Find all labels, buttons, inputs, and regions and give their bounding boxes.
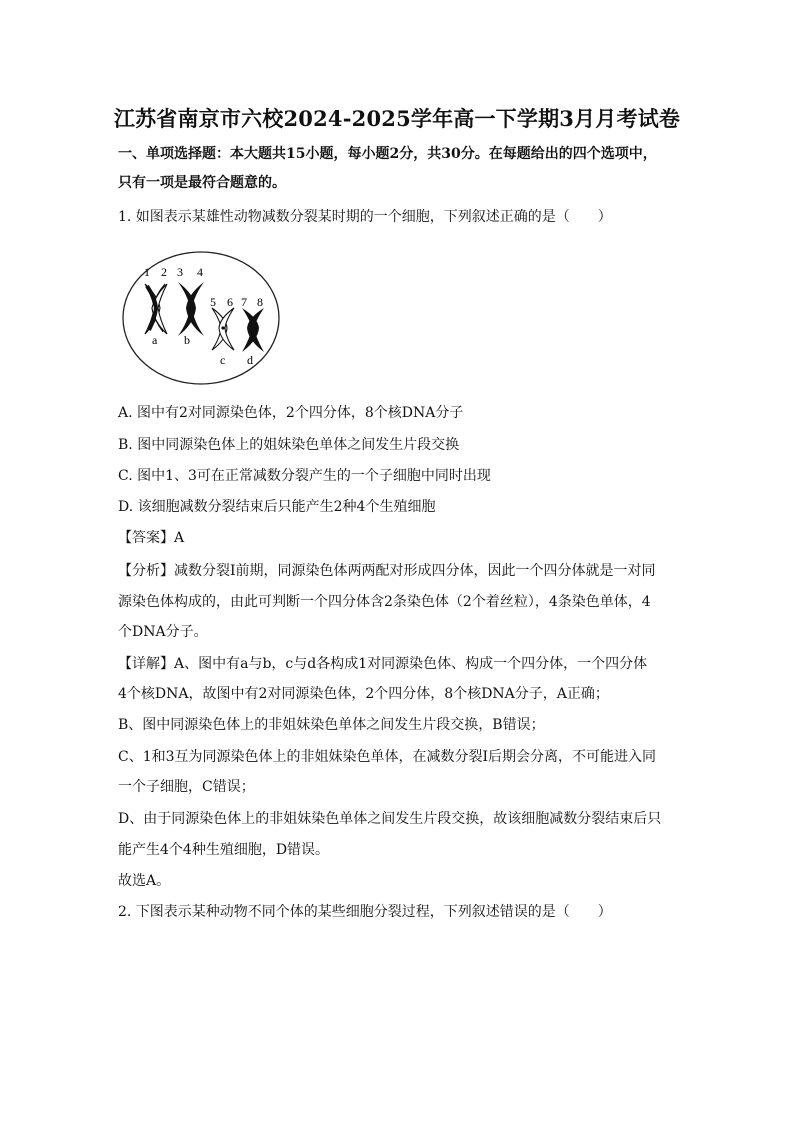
q1-option-c: C. 图中1、3可在正常减数分裂产生的一个子细胞中同时出现 bbox=[118, 468, 491, 484]
chromatid-label-4: 4 bbox=[197, 265, 203, 279]
question-2-stem: 2. 下图表示某种动物不同个体的某些细胞分裂过程，下列叙述错误的是（ ） bbox=[118, 904, 612, 920]
q1-detail-line-3: B、图中同源染色体上的非姐妹染色单体之间发生片段交换，B错误； bbox=[118, 717, 545, 733]
q1-analysis-line-2: 源染色体构成的，由此可判断一个四分体含2条染色体（2个着丝粒），4条染色单体，4 bbox=[118, 594, 651, 610]
chromatid-label-5: 5 bbox=[210, 295, 216, 309]
q1-analysis-line-3: 个DNA分子。 bbox=[118, 624, 208, 640]
q1-detail-line-6: D、由于同源染色体上的非姐妹染色单体之间发生片段交换，故该细胞减数分裂结束后只 bbox=[118, 811, 662, 827]
chromatid-label-2: 2 bbox=[161, 265, 167, 279]
q1-detail-line-1: 【详解】A、图中有a与b，c与d各构成1对同源染色体、构成一个四分体，一个四分体 bbox=[118, 656, 648, 672]
q1-option-a: A. 图中有2对同源染色体，2个四分体，8个核DNA分子 bbox=[118, 405, 464, 421]
q1-option-b: B. 图中同源染色体上的姐妹染色单体之间发生片段交换 bbox=[118, 437, 460, 453]
chromosome-label-a: a bbox=[152, 333, 158, 347]
chromatid-label-3: 3 bbox=[177, 265, 183, 279]
chromatid-label-1: 1 bbox=[144, 265, 150, 279]
q1-detail-line-7: 能产生4个4种生殖细胞，D错误。 bbox=[118, 842, 330, 858]
chromosome-a bbox=[145, 284, 167, 334]
q1-detail-line-8: 故选A。 bbox=[118, 873, 171, 889]
q1-option-d: D. 该细胞减数分裂结束后只能产生2种4个生殖细胞 bbox=[118, 499, 436, 515]
chromosome-c bbox=[212, 308, 234, 350]
chromatid-label-6: 6 bbox=[227, 295, 233, 309]
chromosome-label-b: b bbox=[184, 333, 190, 347]
q1-detail-line-5: 一个子细胞，C错误； bbox=[118, 779, 255, 795]
chromosome-cell-figure bbox=[120, 236, 282, 386]
chromosome-label-d: d bbox=[247, 353, 253, 367]
page-title: 江苏省南京市六校2024-2025学年高一下学期3月月考试卷 bbox=[113, 106, 681, 131]
question-1-stem: 1. 如图表示某雄性动物减数分裂某时期的一个细胞，下列叙述正确的是（ ） bbox=[118, 209, 612, 225]
chromosome-d bbox=[242, 308, 264, 352]
q1-answer: 【答案】A bbox=[118, 530, 185, 546]
chromatid-label-7: 7 bbox=[241, 295, 247, 309]
section-heading-line-2: 只有一项是最符合题意的。 bbox=[118, 175, 286, 191]
q1-analysis-line-1: 【分析】减数分裂Ⅰ前期，同源染色体两两配对形成四分体，因此一个四分体就是一对同 bbox=[118, 563, 656, 579]
section-heading-line-1: 一、单项选择题：本大题共15小题，每小题2分，共30分。在每题给出的四个选项中， bbox=[118, 146, 657, 162]
chromosome-label-c: c bbox=[220, 353, 226, 367]
q1-detail-line-2: 4个核DNA，故图中有2对同源染色体，2个四分体，8个核DNA分子，A正确； bbox=[118, 686, 609, 702]
chromosome-b bbox=[178, 282, 204, 336]
q1-detail-line-4: C、1和3互为同源染色体上的非姐妹染色单体，在减数分裂Ⅰ后期会分离，不可能进入同 bbox=[118, 749, 657, 765]
chromatid-label-8: 8 bbox=[257, 295, 263, 309]
